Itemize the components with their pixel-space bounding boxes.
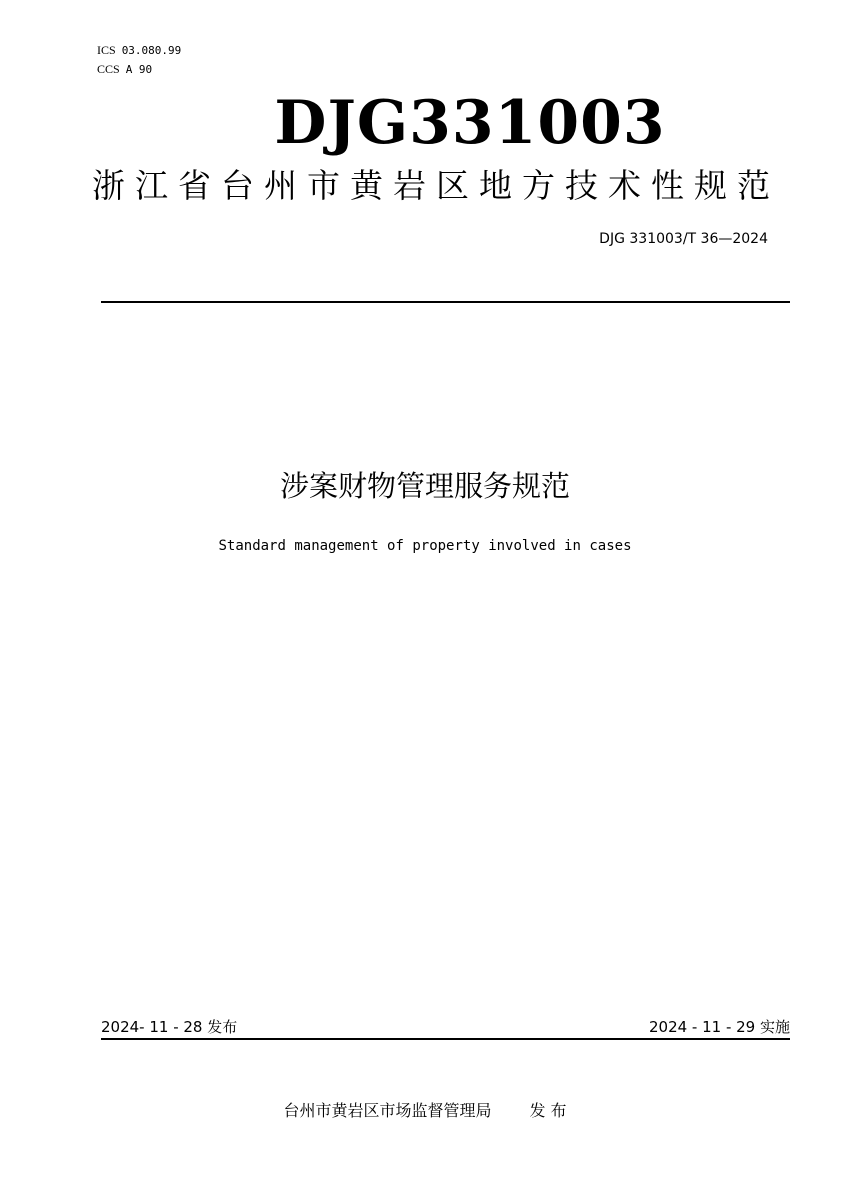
standard-code-large: DJG331003 xyxy=(274,88,666,158)
document-title-chinese: 涉案财物管理服务规范 xyxy=(279,469,570,503)
issue-date: 2024- 11 - 28 发布 xyxy=(101,1018,238,1036)
ics-label: ICS xyxy=(97,43,116,57)
ics-code: 03.080.99 xyxy=(121,44,182,57)
top-divider xyxy=(101,301,790,303)
document-title-english: Standard management of property involved in cases xyxy=(218,538,632,554)
implementation-date: 2024 - 11 - 29 实施 xyxy=(648,1018,790,1036)
ccs-line xyxy=(97,60,181,79)
ccs-code: A 90 xyxy=(125,63,153,76)
issuer-action: 发 布 xyxy=(529,1101,567,1120)
issuer-name: 台州市黄岩区市场监督管理局 xyxy=(283,1101,492,1120)
ics-line xyxy=(97,41,181,60)
standard-number: DJG 331003/T 36—2024 xyxy=(599,231,768,247)
bottom-divider xyxy=(101,1038,790,1040)
issuing-authority-title: 浙江省台州市黄岩区地方技术性规范 xyxy=(92,166,780,205)
ccs-label: CCS xyxy=(97,62,120,76)
classification-block xyxy=(97,41,181,79)
issuer-line xyxy=(0,1098,850,1121)
